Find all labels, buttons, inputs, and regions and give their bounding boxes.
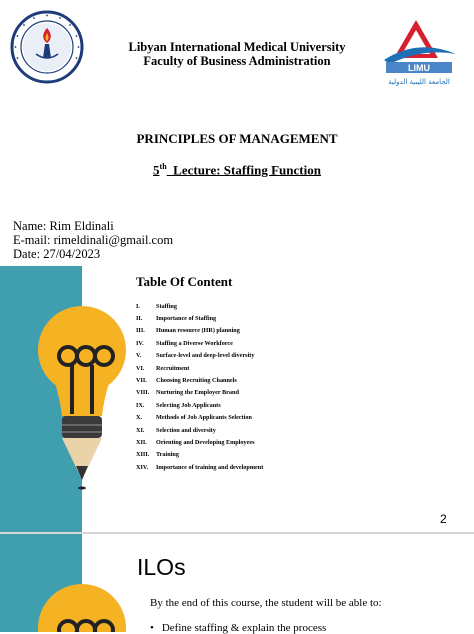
faculty-name: Faculty of Business Administration <box>143 54 331 68</box>
toc-item <box>136 387 263 399</box>
toc-item-number: II. <box>136 315 143 323</box>
toc-item <box>136 337 263 349</box>
bullet-icon: • <box>150 622 154 634</box>
toc-item-number: VII. <box>136 377 147 385</box>
toc-item-label: Selecting Job Applicants <box>156 401 221 409</box>
toc-item-label: Recruitment <box>156 364 190 372</box>
toc-item <box>136 449 263 461</box>
toc-item <box>136 424 263 436</box>
author-name: Name: Rim Eldinali <box>13 219 114 233</box>
toc-item <box>136 350 263 362</box>
toc-page <box>0 266 474 532</box>
toc-item <box>136 374 263 386</box>
author-email: E-mail: rimeldinali@gmail.com <box>13 233 174 247</box>
page-number: 2 <box>440 512 447 526</box>
lightbulb-icon <box>36 578 136 632</box>
toc-item <box>136 362 263 374</box>
toc-item-label: Choosing Recruiting Channels <box>156 377 237 385</box>
ilos-title: ILOs <box>137 554 186 580</box>
toc-item <box>136 300 263 312</box>
toc-item-number: I. <box>136 302 140 310</box>
lightbulb-icon <box>36 288 136 498</box>
lecture-number-suffix: th <box>159 162 167 171</box>
toc-item-label: Importance of Staffing <box>156 315 217 323</box>
ilos-page <box>0 534 474 632</box>
toc-item-label: Staffing a Diverse Workforce <box>156 339 233 347</box>
lecture-number: 5 <box>153 162 160 178</box>
toc-item <box>136 325 263 337</box>
toc-list <box>136 300 263 473</box>
toc-item-label: Orienting and Developing Employees <box>156 438 255 446</box>
toc-item-number: XI. <box>136 426 145 434</box>
limu-logo-icon <box>372 16 464 88</box>
toc-item-label: Training <box>156 451 179 459</box>
toc-item-label: Importance of training and development <box>156 463 264 471</box>
toc-item <box>136 436 263 448</box>
limu-logo-arabic: الجامعة الليبية الدولية <box>388 78 450 86</box>
toc-item <box>136 312 263 324</box>
toc-title: Table Of Content <box>136 274 233 289</box>
toc-item-label: Selection and diversity <box>156 426 216 434</box>
toc-item-number: III. <box>136 327 145 335</box>
toc-item-number: IV. <box>136 339 144 347</box>
toc-item-label: Staffing <box>156 302 177 310</box>
toc-item <box>136 399 263 411</box>
ilos-bullet-item <box>150 622 326 634</box>
toc-item <box>136 461 263 473</box>
toc-item-number: XIV. <box>136 463 149 471</box>
toc-item <box>136 412 263 424</box>
ilos-bullet-text: Define staffing & explain the process <box>161 622 327 634</box>
toc-item-number: X. <box>136 414 143 422</box>
toc-item-label: Human resource (HR) planning <box>156 327 240 335</box>
ilos-intro: By the end of this course, the student will be able to: <box>150 597 382 609</box>
toc-item-number: V. <box>136 352 142 360</box>
toc-item-number: VIII. <box>136 389 150 397</box>
toc-item-label: Nurturing the Employer Brand <box>156 389 239 397</box>
toc-item-label: Methods of Job Applicants Selection <box>156 414 252 422</box>
course-title: PRINCIPLES OF MANAGEMENT <box>136 131 338 146</box>
toc-item-number: XII. <box>136 438 147 446</box>
lecture-date: Date: 27/04/2023 <box>13 247 101 261</box>
toc-item-label: Surface-level and deep-level diversity <box>156 352 255 360</box>
lecture-heading <box>0 162 474 178</box>
title-page <box>0 0 474 266</box>
university-name: Libyan International Medical University <box>128 40 346 54</box>
toc-item-number: XIII. <box>136 451 150 459</box>
toc-item-number: VI. <box>136 364 145 372</box>
lecture-title: Lecture: Staffing Function <box>173 162 321 178</box>
limu-logo-text: LIMU <box>408 63 430 73</box>
toc-item-number: IX. <box>136 401 145 409</box>
